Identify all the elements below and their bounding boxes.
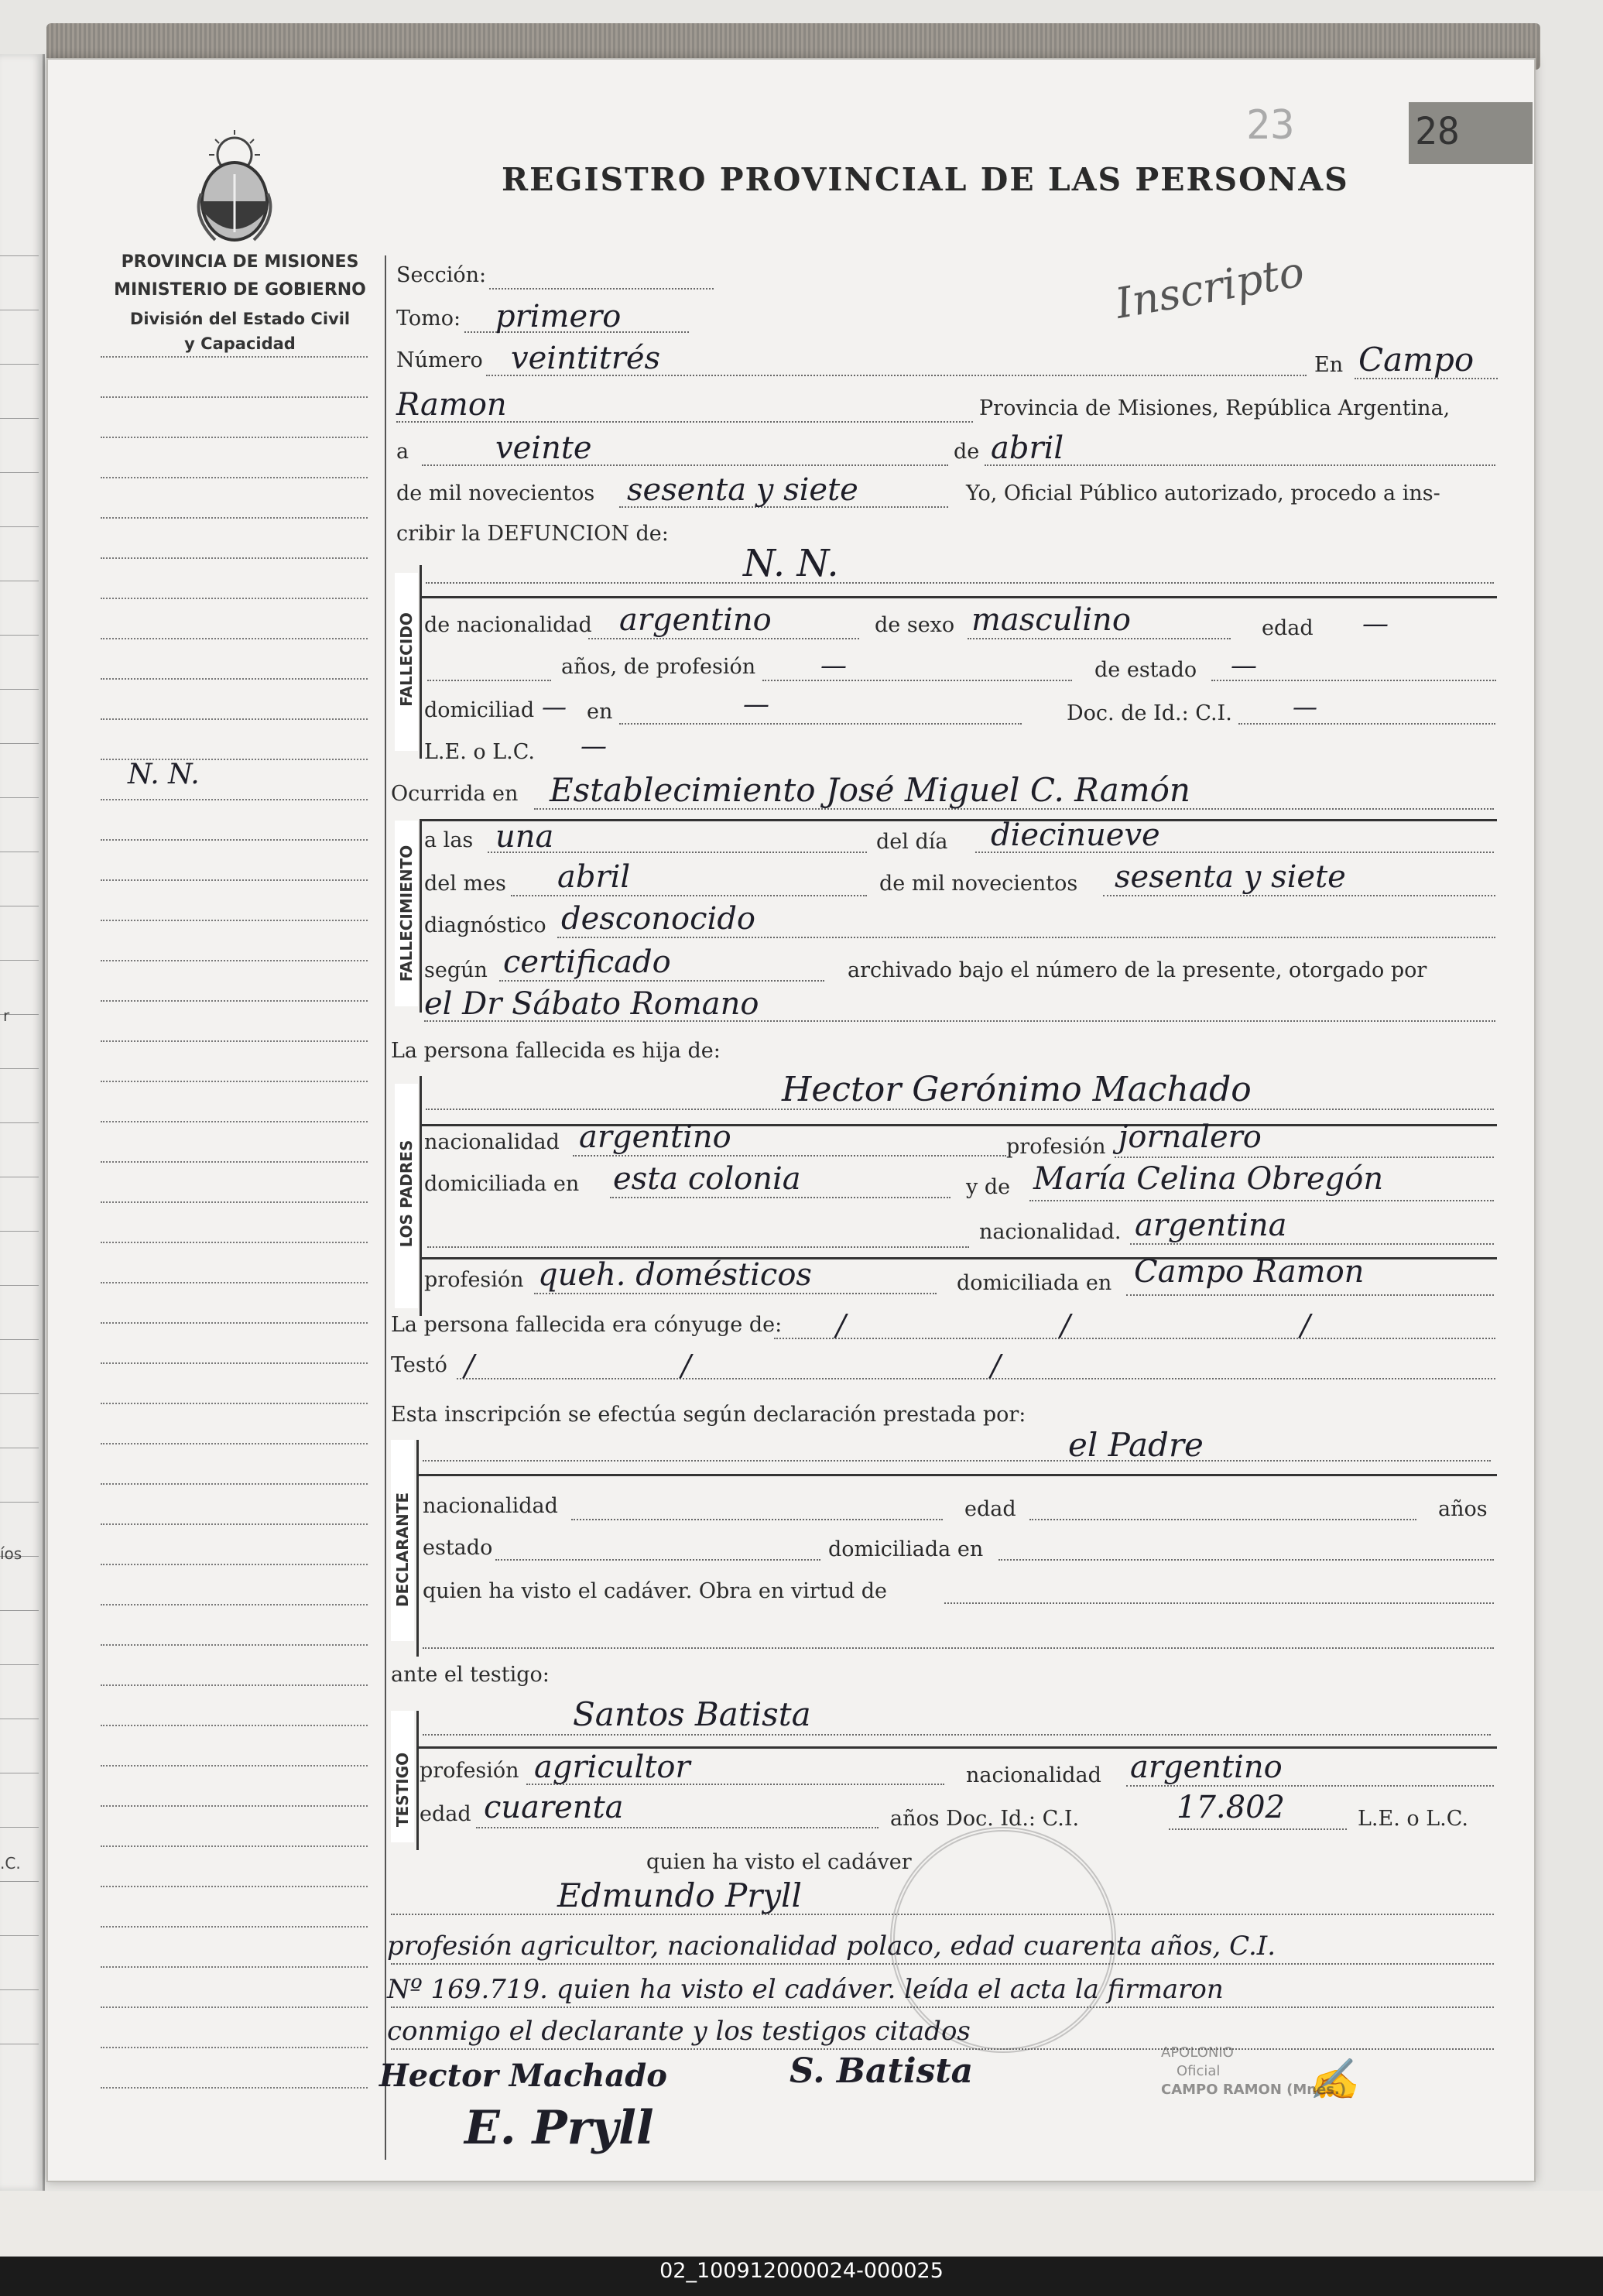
field-line [424,1020,1495,1022]
value-testigo: Santos Batista [573,1695,811,1733]
value-nacionalidad: argentino [619,602,772,638]
value-mes-fall: abril [557,859,631,895]
field-line [1126,1785,1494,1787]
value-ci: — [1293,692,1317,721]
field-line [426,582,1494,584]
label-de-nacionalidad: de nacionalidad [424,613,592,637]
field-line [499,980,824,982]
field-line [944,1602,1494,1604]
label-del-dia: del día [876,830,948,854]
value-sexo: masculino [971,602,1131,638]
label-de-sexo: de sexo [875,613,955,637]
field-line [573,1155,1006,1157]
label-seccion: Sección: [396,263,487,287]
value-anio: sesenta y siete [627,472,858,508]
field-line [968,638,1231,639]
section-line [420,1076,422,1316]
value-testigo2: Edmundo Pryll [557,1876,802,1914]
label-de-mil2: de mil novecientos [879,872,1078,896]
value-edad: — [1362,608,1389,639]
section-line [420,596,1497,598]
label-numero: Número [396,348,483,372]
label-hija-de: La persona fallecida es hija de: [391,1039,721,1063]
label-a-las: a las [424,828,474,852]
label-le-lc: L.E. o L.C. [424,740,536,764]
label-en: En [1314,353,1344,377]
section-line [416,1746,1497,1749]
value-anio-fall: sesenta y siete [1115,859,1346,895]
section-line [416,1440,419,1657]
value-ocurrida: Establecimiento José Miguel C. Ramón [550,771,1190,809]
field-line [1115,1157,1494,1158]
signature-batista: S. Batista [790,2051,974,2091]
field-line [423,1647,1494,1649]
field-line [571,1519,943,1520]
field-line [423,1460,1491,1462]
label-tomo: Tomo: [396,307,461,331]
label-anos-profesion: años, de profesión [561,655,756,679]
value-lugar2: Ramon [396,387,507,423]
dash-mark: / [681,1348,691,1383]
header-division: División del Estado Civil [129,310,351,328]
value-madre-prof: queh. domésticos [538,1257,812,1293]
field-line [588,638,859,639]
section-line [420,819,422,1013]
label-profesion: profesión [1006,1135,1106,1159]
value-le: — [581,731,607,762]
signature-inscripto: Inscripto [1111,247,1308,328]
field-line [1126,1294,1494,1296]
section-padres: LOS PADRES [397,1139,416,1248]
section-line [416,1474,1497,1476]
page-number-pencil: 23 [1246,102,1295,149]
label-d-nacionalidad: nacionalidad [423,1494,558,1518]
field-line [391,2006,1494,2008]
value-testigo-edad: cuarenta [484,1790,624,1825]
dash-mark: / [991,1348,1001,1383]
header-province: PROVINCIA DE MISIONES [121,252,359,272]
field-line [427,1246,969,1248]
value-lugar: Campo [1358,341,1475,379]
value-segun: certificado [503,944,671,980]
label-oficial: Yo, Oficial Público autorizado, procedo a ins- [966,481,1440,505]
value-texto2: Nº 169.719. quien ha visto el cadáver. leída el acta la firmaron [387,1974,1224,2005]
label-testo: Testó [391,1353,447,1377]
value-numero: veintitrés [511,341,661,376]
field-line [557,937,1495,938]
value-declarante: el Padre [1068,1426,1204,1464]
value-texto1: profesión agricultor, nacionalidad polaco, edad cuarenta años, C.I. [387,1931,1276,1962]
section-testigo: TESTIGO [393,1752,412,1828]
label-nacionalidad: nacionalidad [424,1130,560,1154]
field-line [489,288,714,290]
label-del-mes: del mes [424,872,506,896]
field-line [762,680,1072,681]
label-t-profesion: profesión [420,1759,519,1783]
field-line [1130,1243,1494,1245]
label-t-nacionalidad: nacionalidad [966,1763,1101,1787]
label-ante-testigo: ante el testigo: [391,1663,550,1687]
label-de-estado: de estado [1094,658,1197,682]
label-archivado: archivado bajo el número de la presente, otorgado por [848,958,1427,982]
value-padre-nac: argentino [579,1119,731,1155]
value-nombre: N. N. [743,542,839,585]
label-nacionalidad2: nacionalidad. [979,1220,1122,1244]
label-t-edad: edad [420,1802,471,1826]
value-en: — [743,689,769,720]
field-line [1238,723,1495,725]
label-de: de [954,440,980,464]
label-domiciliada-en2: domiciliada en [957,1271,1112,1295]
value-profesion: — [820,650,847,681]
signature-official: ✍ [1308,2056,1358,2103]
section-line [420,565,422,759]
section-fallecido: FALLECIDO [397,612,416,707]
label-declaracion: Esta inscripción se efectúa según declaración prestada por: [391,1403,1026,1427]
value-testigo-prof: agricultor [534,1749,690,1785]
label-d-anos: años [1438,1497,1488,1521]
label-en2: en [587,700,613,724]
field-line [396,421,973,423]
label-domiciliad: domiciliad [424,698,535,722]
dash-mark: / [836,1308,846,1342]
label-a: a [396,440,409,464]
header-capacidad: y Capacidad [184,334,296,353]
value-padre-prof: jornalero [1118,1119,1262,1155]
value-padre-dom: esta colonia [613,1161,801,1197]
margin-note-nn: N. N. [128,759,200,790]
coat-of-arms-icon [192,124,277,251]
label-d-cadaver: quien ha visto el cadáver. Obra en virtud de [423,1579,888,1603]
field-line [495,1559,820,1561]
label-cribir: cribir la DEFUNCION de: [396,522,669,546]
official-name-stamp [1130,2044,1455,2137]
label-segun: según [424,958,488,982]
field-line [1029,1200,1494,1201]
value-hora: una [495,819,554,855]
label-ocurrida-en: Ocurrida en [391,782,519,806]
value-dia-fall: diecinueve [991,817,1160,853]
section-line [420,819,1497,821]
label-d-estado: estado [423,1536,493,1560]
field-line [427,680,551,681]
dash-mark: / [1300,1308,1310,1342]
value-mes: abril [991,430,1064,466]
value-testigo-ci: 17.802 [1177,1790,1285,1825]
value-dia: veinte [495,430,592,466]
label-t-le: L.E. o L.C. [1358,1807,1469,1831]
field-line [534,1293,937,1294]
dash-mark: / [1060,1308,1070,1342]
stamp-line1: APOLONIO [1161,2044,1234,2061]
label-de-mil: de mil novecientos [396,481,595,505]
field-line [1355,378,1498,379]
value-madre-nac: argentina [1135,1208,1287,1243]
label-d-edad: edad [964,1497,1016,1521]
field-line [998,1559,1494,1561]
value-tomo: primero [495,299,622,334]
stamp-line2: Oficial [1177,2063,1221,2079]
field-line [1103,895,1495,896]
value-domicilio: — [542,692,567,721]
field-line [1169,1828,1347,1830]
header-ministry: MINISTERIO DE GOBIERNO [114,280,366,300]
field-line [610,1197,950,1198]
section-declarante: DECLARANTE [393,1492,412,1608]
label-provincia: Provincia de Misiones, República Argentina, [979,396,1451,420]
value-madre-dom: Campo Ramon [1134,1254,1365,1290]
stamp-line3: CAMPO RAMON (Mnes.) [1161,2082,1347,2098]
page-title: REGISTRO PROVINCIAL DE LAS PERSONAS [502,161,1349,198]
value-texto3: conmigo el declarante y los testigos citados [387,2016,971,2047]
field-line [1029,1519,1416,1520]
section-fallecimiento: FALLECIMIENTO [397,845,416,982]
dash-mark: / [464,1348,474,1383]
value-estado: — [1231,650,1257,681]
scan-id-label: 02_100912000024-000025 [659,2259,944,2283]
form-left-border [385,255,386,2160]
field-line [619,723,1022,725]
label-doc-id: Doc. de Id.: C.I. [1067,701,1232,725]
section-line [416,1711,419,1850]
field-line [457,1378,1495,1379]
adjacent-page-edge: r íos .C. [0,54,45,2191]
signature-pryll: E. Pryll [464,2101,654,2155]
label-conyuge: La persona fallecida era cónyuge de: [391,1313,783,1337]
field-line [423,1734,1491,1736]
label-t-doc: años Doc. Id.: C.I. [890,1807,1080,1831]
value-madre: María Celina Obregón [1033,1161,1384,1197]
label-profesion2: profesión [424,1268,524,1292]
field-line [774,1338,1495,1339]
value-medico: el Dr Sábato Romano [424,986,759,1022]
value-padre: Hector Gerónimo Machado [782,1070,1252,1109]
label-domiciliada-en: domiciliada en [424,1172,580,1196]
label-t-cadaver: quien ha visto el cadáver [646,1850,912,1874]
signature-machado: Hector Machado [379,2058,667,2094]
value-testigo-nac: argentino [1130,1749,1283,1785]
label-edad: edad [1262,616,1314,640]
label-y-de: y de [966,1175,1011,1199]
field-line [391,1914,1494,1915]
label-diagnostico: diagnóstico [424,913,546,937]
value-diagnostico: desconocido [561,901,756,937]
label-d-domiciliada: domiciliada en [828,1537,984,1561]
page-number-stamp: 28 [1415,110,1460,153]
field-line [511,895,867,896]
field-line [391,1963,1494,1965]
field-line [476,1827,879,1828]
